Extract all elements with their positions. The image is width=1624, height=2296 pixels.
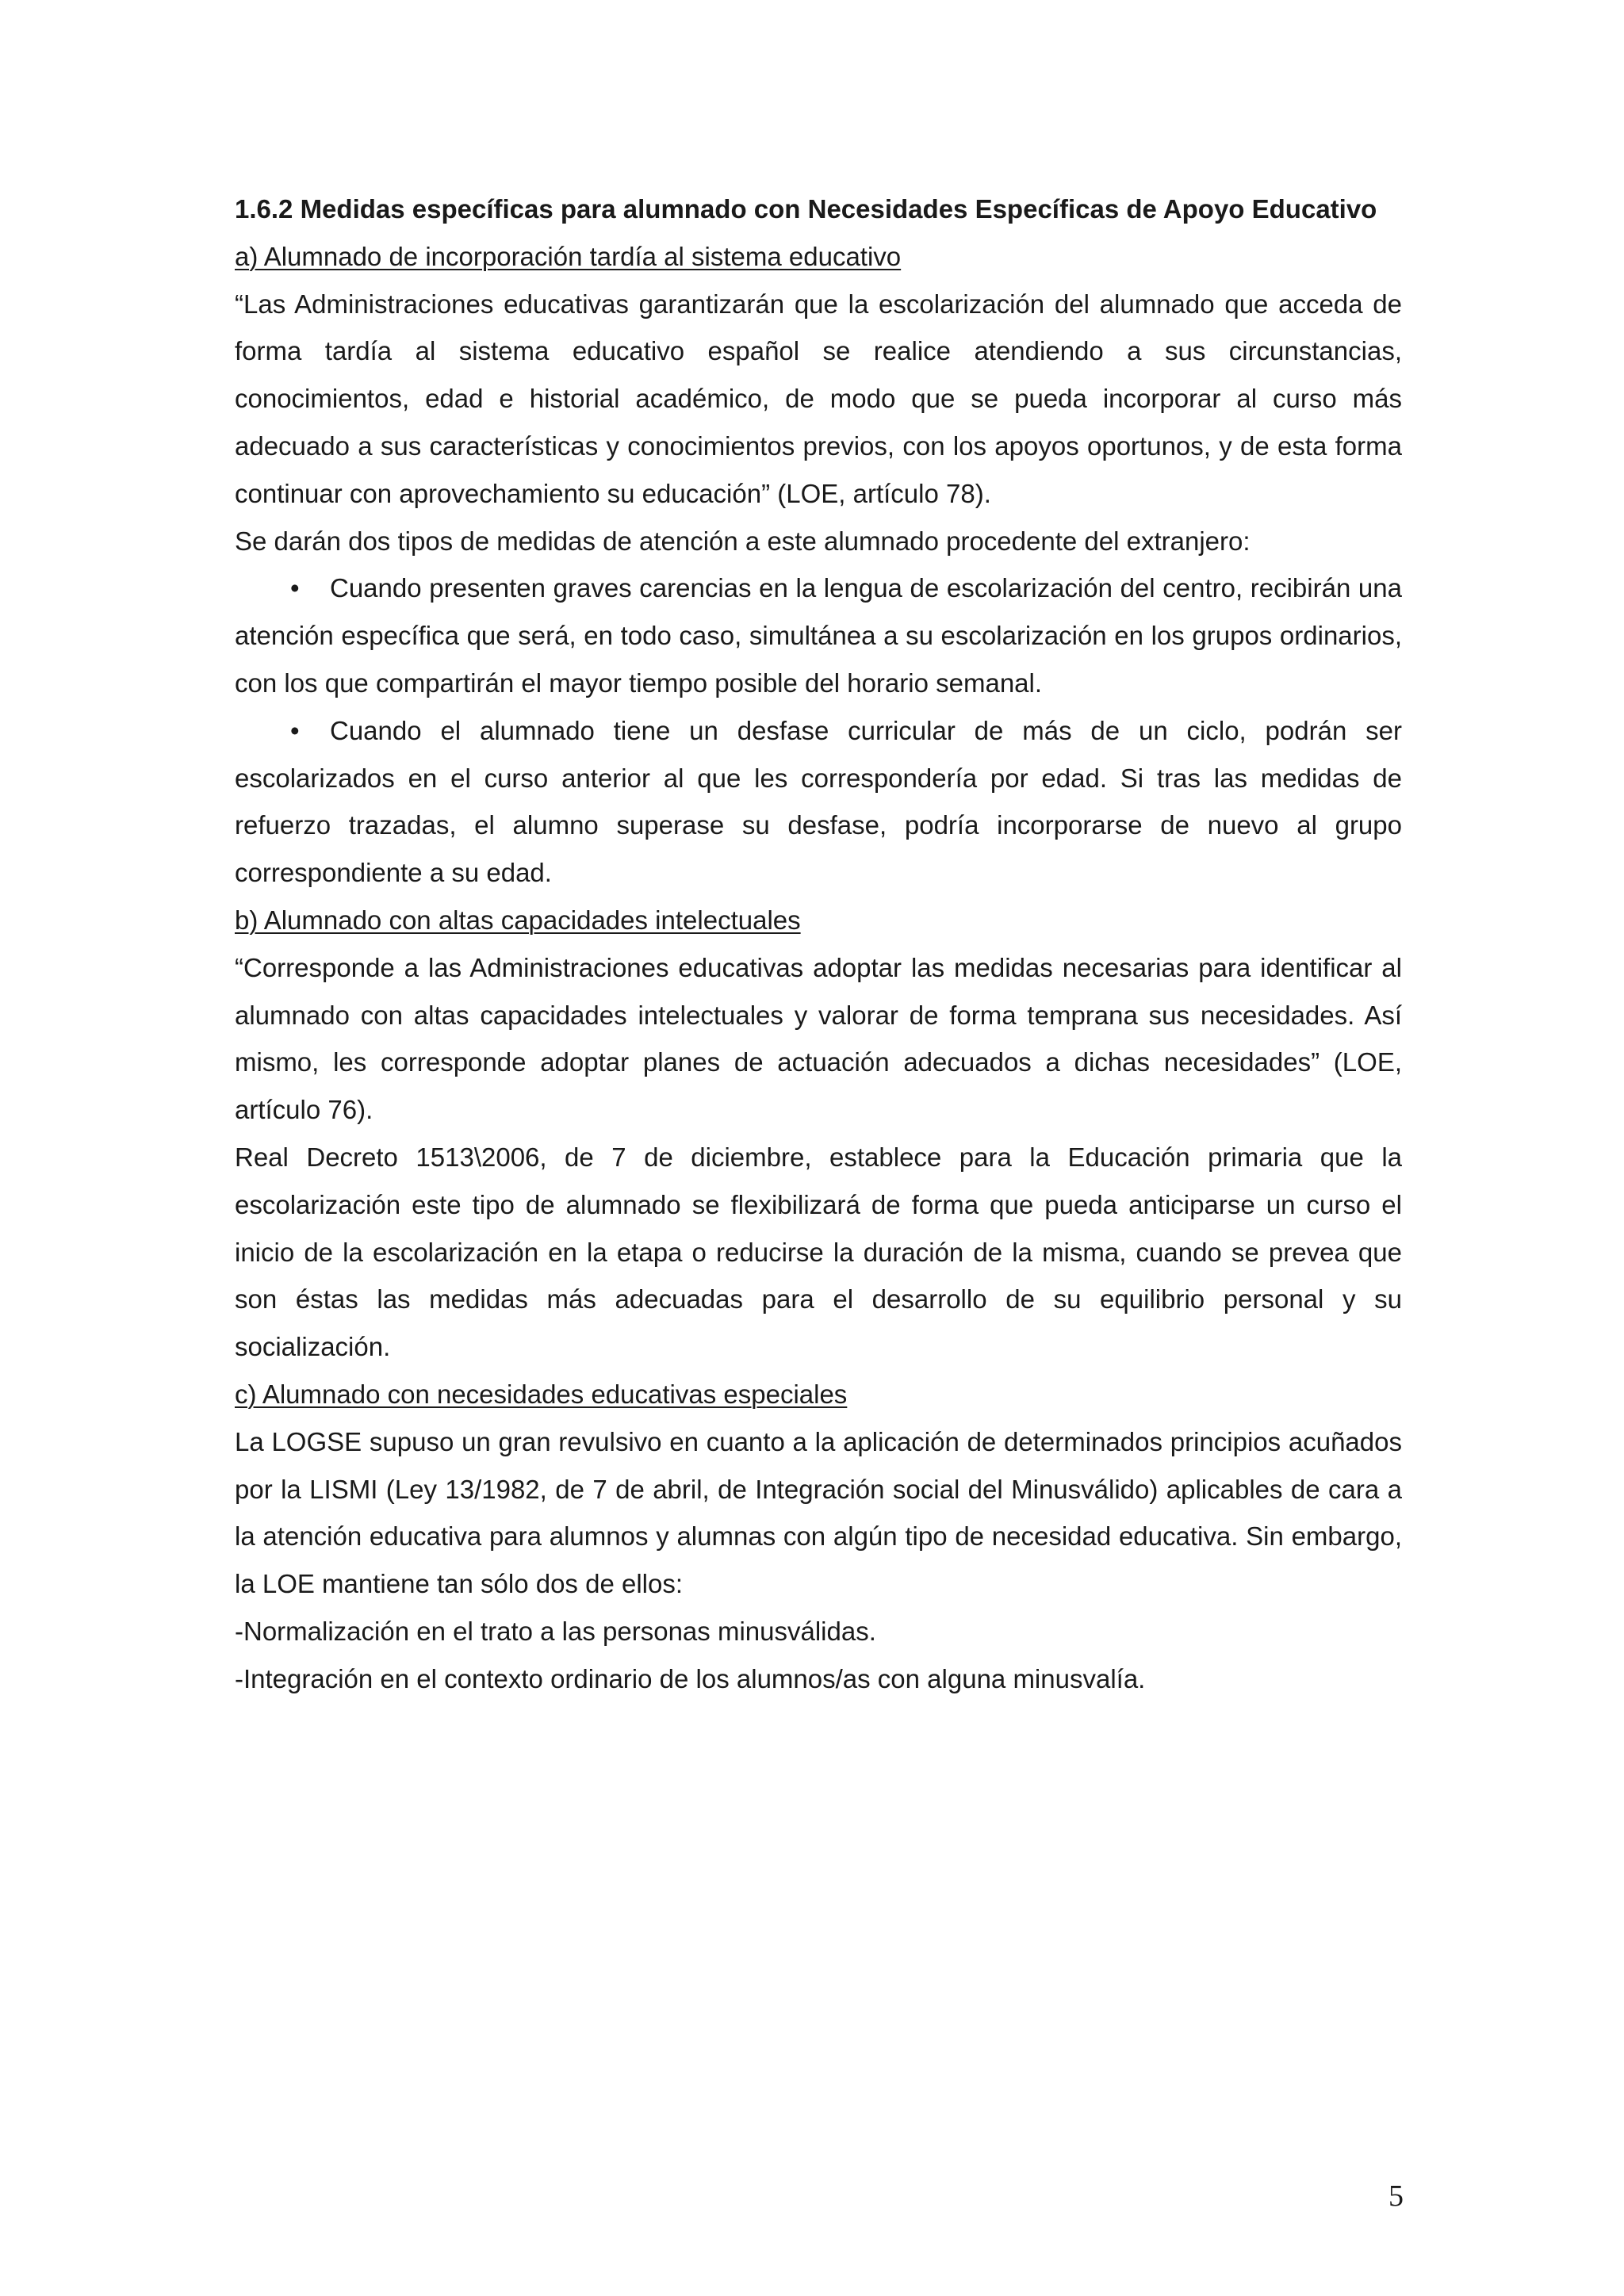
bullet-item-2-text: Cuando el alumnado tiene un desfase curricular de más de un ciclo, podrán ser escolarizados en el curso anterior al que les correspondería por edad. Si tras las medidas de refuerzo trazadas, el alumno superase su desfase, podría incorporarse de nuevo al grupo correspondiente a su edad. bbox=[235, 715, 1402, 888]
paragraph-c-text: La LOGSE supuso un gran revulsivo en cuanto a la aplicación de determinados principios acuñados por la LISMI (Ley 13/1982, de 7 de abril, de Integración social del Minusválido) aplicables de cara a la atención educativa para alumnos y alumnas con algún tipo de necesidad educativa. Sin embargo, la LOE mantiene tan sólo dos de ellos: bbox=[235, 1426, 1402, 1599]
paragraph-b-quote: “Corresponde a las Administraciones educativas adoptar las medidas necesarias para identificar al alumnado con altas capacidades intelectuales y valorar de forma temprana sus necesidades. Así mismo, les corresponde adoptar planes de actuación adecuados a dichas necesidades” (LOE, artículo 76). bbox=[235, 952, 1402, 1125]
subsection-title-b bbox=[235, 897, 1402, 944]
bullet-item-2 bbox=[235, 707, 1402, 897]
list-item-c-1: -Normalización en el trato a las personas minusválidas. bbox=[235, 1616, 876, 1646]
bullet-item-1-text: Cuando presenten graves carencias en la lengua de escolarización del centro, recibirán una atención específica que será, en todo caso, simultánea a su escolarización en los grupos ordinarios, con los que compartirán el mayor tiempo posible del horario semanal. bbox=[235, 573, 1402, 698]
subsection-title-c bbox=[235, 1371, 1402, 1418]
paragraph-a-intro: Se darán dos tipos de medidas de atención a este alumnado procedente del extranjero: bbox=[235, 526, 1251, 556]
paragraph-b-decree: Real Decreto 1513\2006, de 7 de diciembre, establece para la Educación primaria que la escolarización este tipo de alumnado se flexibilizará de forma que pueda anticiparse un curso el inicio de la escolarización en la etapa o reducirse la duración de la misma, cuando se prevea que son éstas las medidas más adecuadas para el desarrollo de su equilibrio personal y su socialización. bbox=[235, 1142, 1402, 1362]
bullet-icon: • bbox=[290, 573, 300, 603]
bullet-icon: • bbox=[290, 715, 300, 745]
page-number: 5 bbox=[1388, 2179, 1404, 2213]
bullet-item-1 bbox=[235, 564, 1402, 706]
paragraph-a-quote: “Las Administraciones educativas garantizarán que la escolarización del alumnado que acceda de forma tardía al sistema educativo español se realice atendiendo a sus circunstancias, conocimientos, edad e historial académico, de modo que se pueda incorporar al curso más adecuado a sus características y conocimientos previos, con los apoyos oportunos, y de esta forma continuar con aprovechamiento su educación” (LOE, artículo 78). bbox=[235, 289, 1402, 508]
section-heading: 1.6.2 Medidas específicas para alumnado con Necesidades Específicas de Apoyo Educativo bbox=[235, 194, 1377, 224]
subsection-title-a bbox=[235, 233, 1402, 281]
document-body bbox=[235, 186, 1402, 1703]
subsection-title-c-text: c) Alumnado con necesidades educativas especiales bbox=[235, 1379, 848, 1409]
subsection-title-b-text: b) Alumnado con altas capacidades intelectuales bbox=[235, 905, 801, 935]
subsection-title-a-text: a) Alumnado de incorporación tardía al sistema educativo bbox=[235, 241, 902, 271]
list-item-c-2: -Integración en el contexto ordinario de los alumnos/as con alguna minusvalía. bbox=[235, 1663, 1146, 1693]
